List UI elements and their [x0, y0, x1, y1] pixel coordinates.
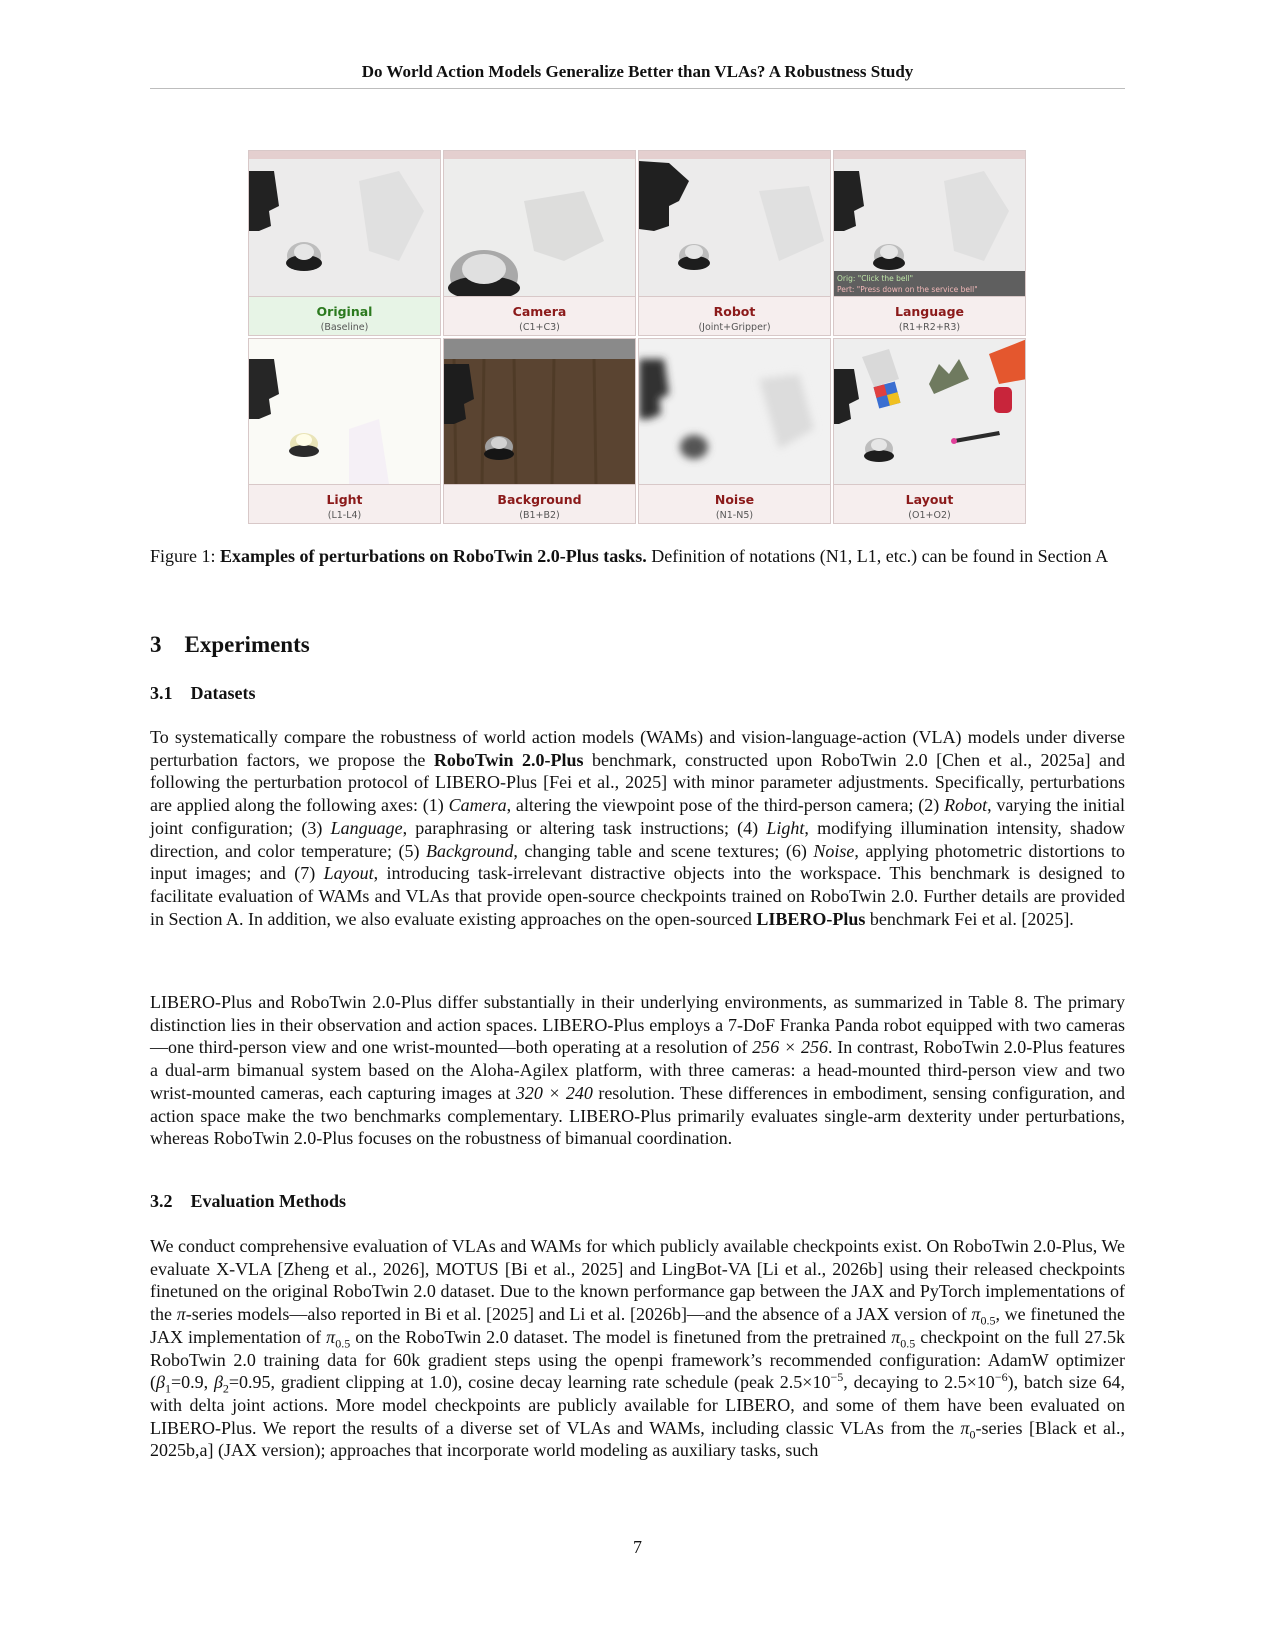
paragraph-datasets-2: LIBERO-Plus and RoboTwin 2.0-Plus differ substantially in their underlying environments, as summarized in Table 8. The primary distinction lies in their observation and action spaces. LIBERO-Plus employs a 7-DoF Franka Panda robot equipped with two cameras—one third-person view and one wrist-mounted—both operating at a resolution of 256 × 256. In contrast, RoboTwin 2.0-Plus features a dual-arm bimanual system based on the Aloha-Agilex platform, with three cameras: a head-mounted third-person view and two wrist-mounted cameras, each capturing images at 320 × 240 resolution. These differences in embodiment, sensing configuration, and action space make the two benchmarks complementary. LIBERO-Plus primarily evaluates single-arm dexterity under perturbations, whereas RoboTwin 2.0-Plus focuses on the robustness of bimanual coordination. [150, 992, 1125, 1149]
panel-title: Background [497, 492, 582, 507]
panel-subtitle: (Baseline) [320, 322, 369, 333]
panel-image [834, 151, 1025, 296]
subsection-title: Evaluation Methods [190, 1191, 347, 1211]
panel-original [248, 150, 441, 336]
panel-title: Original [316, 304, 373, 319]
running-head: Do World Action Models Generalize Better than VLAs? A Robustness Study [150, 62, 1125, 89]
paragraph-evaluation: We conduct comprehensive evaluation of VLAs and WAMs for which publicly available checkpoints exist. On RoboTwin 2.0-Plus, We evaluate X-VLA [Zheng et al., 2026], MOTUS [Bi et al., 2025] and LingBot-VA [Li et al., 2026b] using their released checkpoints finetuned on the original RoboTwin 2.0 dataset. Due to the known performance gap between the JAX and PyTorch implementations of the π-series models—also reported in Bi et al. [2025] and Li et al. [2026b]—and the absence of a JAX version of $\pi_{0.5}$, we finetuned the JAX implementation of $\pi_{0.5}$ on the RoboTwin 2.0 dataset. The model is finetuned from the pretrained $\pi_{0.5}$ checkpoint on the full 27.5k RoboTwin 2.0 training data for 60k gradient steps using the openpi framework’s recommended configuration: AdamW optimizer ($\beta_1=0.9$, $\beta_2=0.95$, gradient clipping at 1.0), cosine decay learning rate schedule (peak $2.5\times 10^{-5}$, decaying to $2.5\times 10^{-6}$), batch size 64, with delta joint actions. More model checkpoints are publicly available for LIBERO, and some of them have been evaluated on LIBERO-Plus. We report the results of a diverse set of VLAs and WAMs, including classic VLAs from the $\pi_0$-series [Black et al., 2025b,a] (JAX version); approaches that incorporate world modeling as auxiliary tasks, such [150, 1236, 1125, 1461]
panel-subtitle: (O1+O2) [908, 510, 951, 521]
subsection-title: Datasets [190, 683, 256, 703]
caption-label: Figure 1: [150, 546, 216, 566]
caption-rest: Definition of notations (N1, L1, etc.) can be found in Section A [651, 546, 1109, 566]
panel-subtitle: (R1+R2+R3) [898, 322, 961, 333]
panel-image [249, 339, 440, 484]
section-number: 3 [150, 632, 162, 657]
page-number: 7 [633, 1537, 642, 1557]
panel-image [249, 151, 440, 296]
panel-camera [443, 150, 636, 336]
overlay-perturbed: Pert: "Press down on the service bell" [837, 285, 978, 294]
paragraph-datasets-1: To systematically compare the robustness of world action models (WAMs) and vision-language-action (VLA) models under diverse perturbation factors, we propose the RoboTwin 2.0-Plus benchmark, constructed upon RoboTwin 2.0 [Chen et al., 2025a] and following the perturbation protocol of LIBERO-Plus [Fei et al., 2025] with minor parameter adjustments. Specifically, perturbations are applied along the following axes: (1) Camera, altering the viewpoint pose of the third-person camera; (2) Robot, varying the initial joint configuration; (3) Language, paraphrasing or altering task instructions; (4) Light, modifying illumination intensity, shadow direction, and color temperature; (5) Background, changing table and scene textures; (6) Noise, applying photometric distortions to input images; and (7) Layout, introducing task-irrelevant distractive objects into the workspace. This benchmark is designed to facilitate evaluation of WAMs and VLAs that provide open-source checkpoints trained on RoboTwin 2.0. Further details are provided in Section A. In addition, we also evaluate existing approaches on the open-sourced LIBERO-Plus benchmark Fei et al. [2025]. [150, 727, 1126, 929]
section-title: Experiments [184, 632, 310, 657]
panel-layout [833, 338, 1026, 524]
panel-subtitle: (N1-N5) [715, 510, 754, 521]
panel-image [444, 151, 635, 296]
figure-caption [150, 545, 1125, 568]
panel-subtitle: (C1+C3) [519, 322, 560, 333]
panel-title: Layout [905, 492, 954, 507]
panel-subtitle: (Joint+Gripper) [698, 322, 771, 333]
panel-background [443, 338, 636, 524]
subsection-heading-datasets [150, 683, 256, 704]
subsection-number: 3.1 [150, 683, 173, 703]
panel-image [834, 339, 1025, 484]
subsection-heading-evaluation [150, 1191, 346, 1212]
panel-subtitle: (B1+B2) [519, 510, 560, 521]
subsection-number: 3.2 [150, 1191, 173, 1211]
panel-title: Camera [512, 304, 567, 319]
caption-bold: Examples of perturbations on RoboTwin 2.0-Plus tasks. [220, 546, 647, 566]
panel-image [639, 151, 830, 296]
panel-noise [638, 338, 831, 524]
overlay-original: Orig: "Click the bell" [837, 274, 914, 283]
language-overlay [834, 271, 1025, 296]
panel-image [639, 339, 830, 484]
panel-title: Light [326, 492, 363, 507]
panel-title: Language [894, 304, 964, 319]
panel-title: Noise [714, 492, 755, 507]
panel-robot [638, 150, 831, 336]
panel-light [248, 338, 441, 524]
panel-image [444, 339, 635, 484]
panel-title: Robot [713, 304, 756, 319]
figure-1 [248, 150, 1026, 524]
panel-subtitle: (L1-L4) [327, 510, 362, 521]
section-heading [150, 632, 310, 658]
panel-language [833, 150, 1026, 336]
